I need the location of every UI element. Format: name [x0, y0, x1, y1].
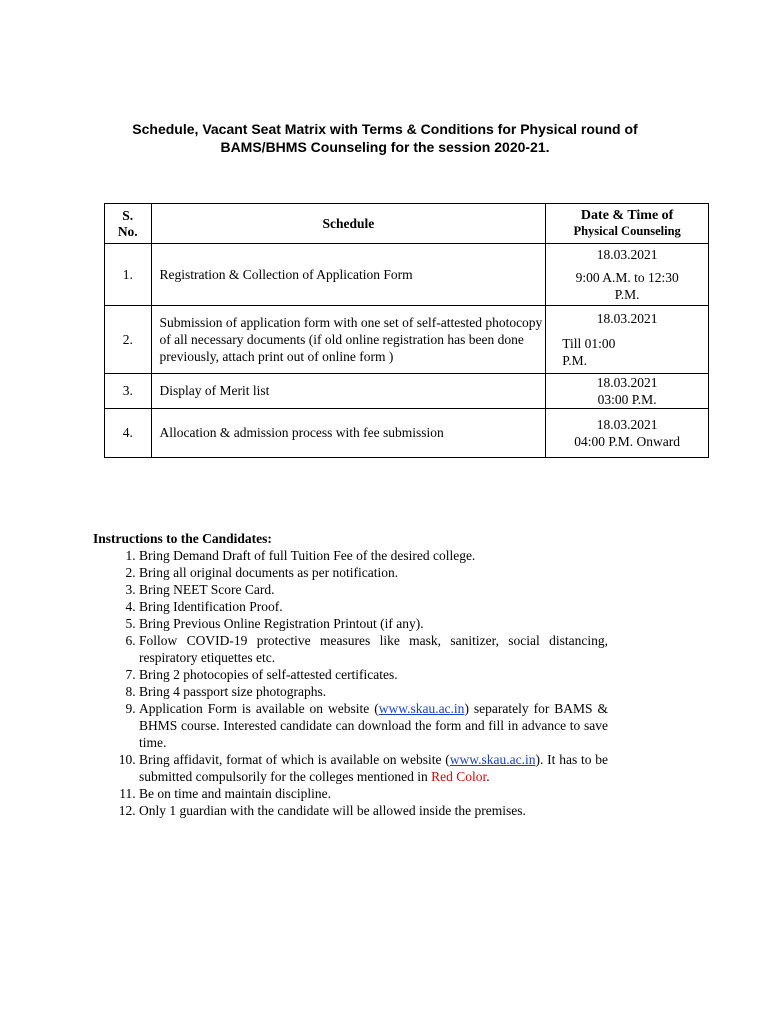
- red-color-text: Red Color: [431, 769, 487, 784]
- row-sno: 2.: [105, 306, 152, 374]
- instructions-list: [93, 547, 608, 819]
- title-line-1: Schedule, Vacant Seat Matrix with Terms & Conditions for Physical round of: [132, 121, 638, 137]
- row-datetime: [546, 306, 709, 374]
- row-sno: 1.: [105, 244, 152, 306]
- row-schedule: Allocation & admission process with fee submission: [151, 409, 546, 458]
- list-item: 12. Only 1 guardian with the candidate will be allowed inside the premises.: [139, 802, 608, 819]
- row-date: 18.03.2021: [596, 417, 658, 432]
- header-sno-line1: S.: [122, 207, 134, 223]
- item9-text-pre: Application Form is available on website (: [139, 701, 379, 716]
- table-row: [105, 374, 709, 409]
- list-item: [139, 751, 608, 785]
- row-schedule: Display of Merit list: [151, 374, 546, 409]
- schedule-table: [104, 203, 709, 458]
- row-datetime: [546, 409, 709, 458]
- table-row: [105, 409, 709, 458]
- row-schedule: Registration & Collection of Application Form: [151, 244, 546, 306]
- header-datetime-line2: Physical Counseling: [573, 224, 681, 238]
- page-title: [90, 120, 680, 156]
- row-datetime: [546, 244, 709, 306]
- instructions-section: [93, 530, 608, 819]
- list-item: 4. Bring Identification Proof.: [139, 598, 608, 615]
- row-time: 03:00 P.M.: [597, 392, 657, 407]
- list-item: 3. Bring NEET Score Card.: [139, 581, 608, 598]
- table-row: [105, 306, 709, 374]
- list-item: 2. Bring all original documents as per notification.: [139, 564, 608, 581]
- header-sno-line2: No.: [117, 223, 138, 239]
- row-time: 9:00 A.M. to 12:30 P.M.: [575, 270, 679, 302]
- instructions-heading: Instructions to the Candidates:: [93, 531, 272, 546]
- item10-text-mid: ). It has to be submitted compulsorily for the colleges mentioned in: [139, 752, 608, 784]
- header-datetime: [546, 204, 709, 244]
- row-date: 18.03.2021: [596, 247, 658, 262]
- item9-text-post: ) separately for BAMS & BHMS course. Interested candidate can download the form and fill in advance to save time.: [139, 701, 608, 750]
- list-item: 5. Bring Previous Online Registration Printout (if any).: [139, 615, 608, 632]
- table-row: [105, 244, 709, 306]
- row-sno: 3.: [105, 374, 152, 409]
- row-time: Till 01:00 P.M.: [562, 336, 616, 368]
- row-date: 18.03.2021: [596, 311, 658, 326]
- row-date: 18.03.2021: [596, 375, 658, 390]
- header-schedule: Schedule: [151, 204, 546, 244]
- title-line-2: BAMS/BHMS Counseling for the session 2020-21.: [220, 139, 550, 155]
- row-sno: 4.: [105, 409, 152, 458]
- list-item: 8. Bring 4 passport size photographs.: [139, 683, 608, 700]
- website-link[interactable]: www.skau.ac.in: [378, 701, 465, 716]
- header-sno: [105, 204, 152, 244]
- item10-text-post: .: [486, 769, 490, 784]
- list-item: 11. Be on time and maintain discipline.: [139, 785, 608, 802]
- list-item: [139, 700, 608, 751]
- list-item: 7. Bring 2 photocopies of self-attested certificates.: [139, 666, 608, 683]
- row-schedule: Submission of application form with one set of self-attested photocopy of all necessary documents (if old online registration has been done previously, attach print out of online form ): [151, 306, 546, 374]
- item10-text-pre: Bring affidavit, format of which is available on website (: [139, 752, 450, 767]
- table-header-row: [105, 204, 709, 244]
- row-time: 04:00 P.M. Onward: [574, 434, 681, 449]
- website-link[interactable]: www.skau.ac.in: [449, 752, 536, 767]
- list-item: 6. Follow COVID-19 protective measures like mask, sanitizer, social distancing, respiratory etiquettes etc.: [139, 632, 608, 666]
- row-datetime: [546, 374, 709, 409]
- list-item: 1. Bring Demand Draft of full Tuition Fee of the desired college.: [139, 547, 608, 564]
- header-datetime-line1: Date & Time of: [580, 208, 674, 223]
